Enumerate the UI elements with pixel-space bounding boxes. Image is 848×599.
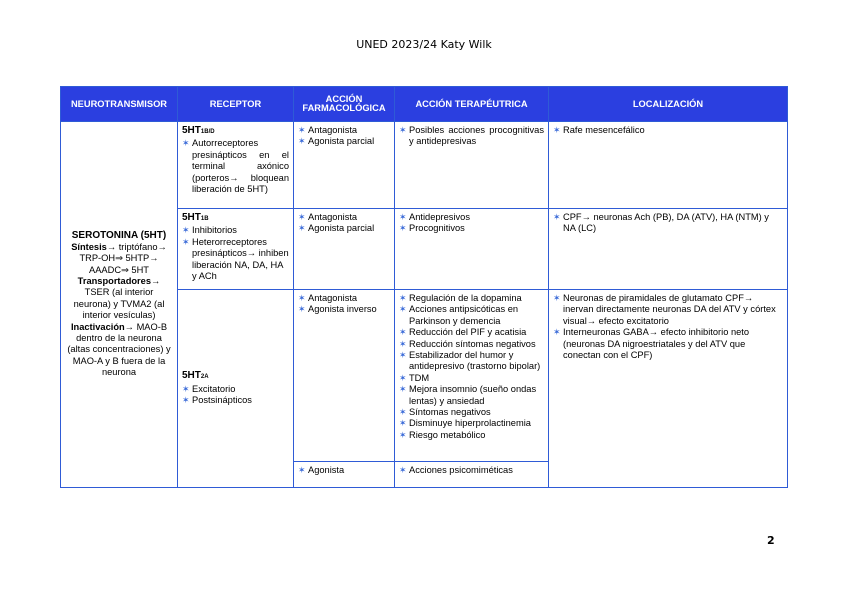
star-bullet-icon: ✶ <box>399 407 407 418</box>
list-item: ✶ Inhibitorios <box>182 225 237 236</box>
receptor-cell <box>178 209 294 290</box>
accion-ter-cell <box>395 122 549 209</box>
localizacion-cell <box>549 122 788 209</box>
star-bullet-icon: ✶ <box>182 383 190 394</box>
star-bullet-icon: ✶ <box>399 465 407 475</box>
list-item: ✶ Heterorreceptores presinápticos→ inhiben liberación NA, DA, HA y ACh <box>182 236 289 282</box>
star-bullet-icon: ✶ <box>399 327 407 338</box>
accion-farm-cell <box>294 290 395 462</box>
star-bullet-icon: ✶ <box>298 293 306 303</box>
star-bullet-icon: ✶ <box>298 223 306 234</box>
list-item: ✶ Reducción del PIF y acatisia <box>399 327 527 338</box>
accion-farm-cell <box>294 209 395 290</box>
transportadores-label: Transportadores→ <box>77 275 161 286</box>
sintesis-label: Síntesis→ <box>71 241 117 252</box>
list-item: ✶ Acciones psicomiméticas <box>399 465 513 475</box>
header-neurotransmisor: NEUROTRANSMISOR <box>61 87 178 122</box>
list-item: ✶ Antagonista <box>298 293 358 303</box>
list-item: ✶ Reducción síntomas negativos <box>399 338 536 349</box>
list-item: ✶ Agonista parcial <box>298 136 375 147</box>
localizacion-cell <box>549 209 788 290</box>
list-item: ✶ Agonista parcial <box>298 223 375 234</box>
list-item: ✶ Síntomas negativos <box>399 407 491 418</box>
star-bullet-icon: ✶ <box>298 304 306 315</box>
list-item: ✶ Riesgo metabólico <box>399 429 486 440</box>
page-header: UNED 2023/24 Katy Wilk <box>356 38 492 51</box>
transportadores-line <box>65 276 173 322</box>
star-bullet-icon: ✶ <box>298 212 306 222</box>
star-bullet-icon: ✶ <box>182 225 190 236</box>
star-bullet-icon: ✶ <box>399 223 407 234</box>
header-receptor: RECEPTOR <box>178 87 294 122</box>
star-bullet-icon: ✶ <box>182 138 190 149</box>
receptor-cell <box>178 290 294 488</box>
receptor-title: 5HT1B/D <box>182 125 215 136</box>
list-item: ✶ CPF→ neuronas Ach (PB), DA (ATV), HA (NTM) y NA (LC) <box>553 212 769 234</box>
list-item: ✶ Procognitivos <box>399 223 465 234</box>
list-item: ✶ Agonista <box>298 465 345 475</box>
star-bullet-icon: ✶ <box>298 136 306 147</box>
receptor-title: 5HT2A <box>182 370 209 382</box>
receptor-list <box>182 138 289 195</box>
star-bullet-icon: ✶ <box>298 465 306 475</box>
localizacion-cell <box>549 290 788 488</box>
list-item: ✶ Antidepresivos <box>399 212 470 222</box>
star-bullet-icon: ✶ <box>182 395 190 406</box>
list-item: ✶ Neuronas de piramidales de glutamato CPF→ inervan directamente neuronas DA del ATV y córtex visual→ efecto excitatorio <box>553 293 776 326</box>
star-bullet-icon: ✶ <box>399 212 407 222</box>
page-number: 2 <box>767 534 775 547</box>
star-bullet-icon: ✶ <box>399 304 407 315</box>
star-bullet-icon: ✶ <box>399 293 407 303</box>
accion-ter-cell <box>395 290 549 462</box>
table-row <box>61 122 788 209</box>
star-bullet-icon: ✶ <box>298 125 306 135</box>
header-localizacion: LOCALIZACIÓN <box>549 87 788 122</box>
list-item: ✶ Interneuronas GABA→ efecto inhibitorio neto (neuronas DA nigroestriatales y del ATV que conectan con el CPF) <box>553 327 750 361</box>
star-bullet-icon: ✶ <box>553 293 561 303</box>
star-bullet-icon: ✶ <box>553 327 561 338</box>
list-item: ✶ Rafe mesencefálico <box>553 125 645 135</box>
accion-farm-cell <box>294 122 395 209</box>
star-bullet-icon: ✶ <box>399 372 407 383</box>
star-bullet-icon: ✶ <box>399 125 407 135</box>
list-item: ✶ Antagonista <box>298 212 358 222</box>
table-header-row <box>61 87 788 122</box>
star-bullet-icon: ✶ <box>399 350 407 361</box>
header-accion-farmacologica: ACCIÓN FARMACOLÓGICA <box>294 87 395 122</box>
list-item: ✶ Autorreceptores presinápticos en el terminal axónico (porteros→ bloquean liberación de 5HT) <box>182 138 289 195</box>
list-item: ✶ Excitatorio <box>182 383 236 394</box>
neurotransmitter-table <box>60 86 788 488</box>
accion-ter-cell <box>395 462 549 488</box>
sintesis-line <box>65 242 173 276</box>
star-bullet-icon: ✶ <box>399 338 407 349</box>
list-item: ✶ Mejora insomnio (sueño ondas lentas) y ansiedad <box>399 384 537 406</box>
inactivacion-line <box>65 322 173 379</box>
list-item: ✶ Disminuye hiperprolactinemia <box>399 418 531 429</box>
inactivacion-label: Inactivación→ <box>70 321 134 332</box>
star-bullet-icon: ✶ <box>399 384 407 395</box>
star-bullet-icon: ✶ <box>399 429 407 440</box>
list-item: ✶ Estabilizador del humor y antidepresivo (trastorno bipolar) <box>399 350 541 372</box>
neurotransmitter-cell <box>61 122 178 488</box>
list-item: ✶ TDM <box>399 372 430 383</box>
star-bullet-icon: ✶ <box>553 125 561 135</box>
header-accion-terapeutica: ACCIÓN TERAPÉUTRICA <box>395 87 549 122</box>
receptor-list <box>182 384 289 407</box>
list-item: ✶ Antagonista <box>298 125 358 135</box>
list-item: ✶ Regulación de la dopamina <box>399 293 522 303</box>
list-item: ✶ Agonista inverso <box>298 304 377 315</box>
star-bullet-icon: ✶ <box>182 236 190 247</box>
sintesis-text: triptófano→ TRP-OH⇒ 5HTP→ AAADC⇒ 5HT <box>79 241 167 275</box>
accion-farm-cell <box>294 462 395 488</box>
star-bullet-icon: ✶ <box>399 418 407 429</box>
list-item: ✶ Acciones antipsicóticas en Parkinson y demencia <box>399 304 519 326</box>
accion-ter-cell <box>395 209 549 290</box>
transportadores-text: TSER (al interior neurona) y TVMA2 (al interior vesículas) <box>73 287 165 321</box>
receptor-cell <box>178 122 294 209</box>
star-bullet-icon: ✶ <box>553 212 561 222</box>
receptor-title: 5HT1B <box>182 212 209 223</box>
neurotransmitter-name: SEROTONINA (5HT) <box>71 230 167 242</box>
list-item: ✶ Postsinápticos <box>182 395 252 406</box>
inactivacion-text: MAO-B dentro de la neurona (altas concentraciones) y MAO-A y B fuera de la neurona <box>67 321 171 378</box>
list-item: ✶ Posibles acciones procognitivas y antidepresivas <box>399 125 544 147</box>
receptor-list <box>182 225 289 282</box>
